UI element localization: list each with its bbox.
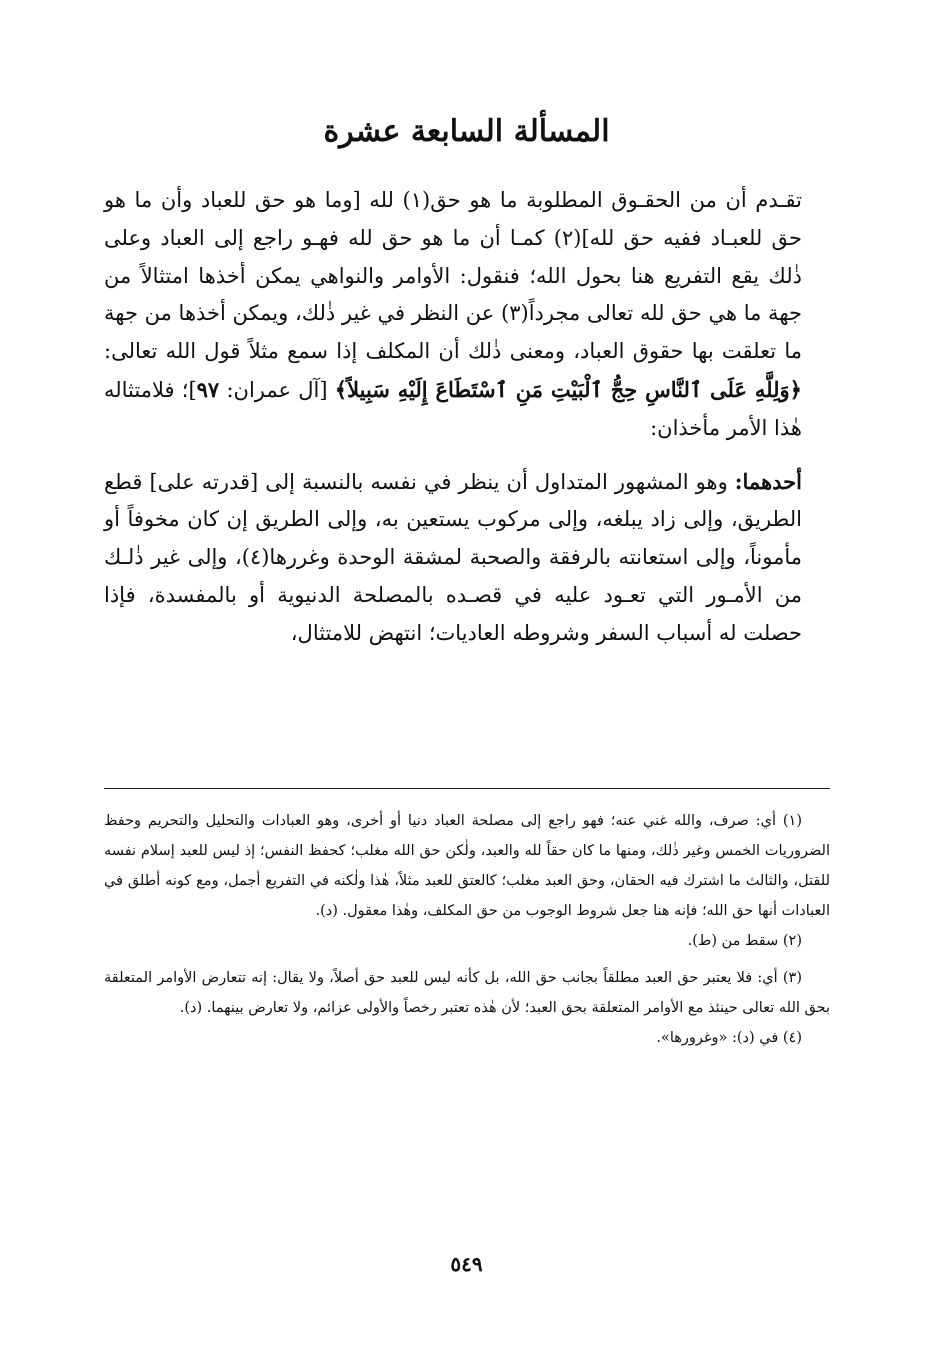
- footnote-1: (١) أي: صرف، والله غني عنه؛ فهو راجع إلى مصلحة العباد دنيا أو أخرى، وهو العبادات والتحليل والتحريم وحفظ الضروريات الخمس وغير ذٰلك، ومنها ما كان حقاً لله والعبد، ولٰكن حق الله مغلب؛ كحفظ النفس؛ إذ ليس للعبد إسلام نفسه للقتل، والثالث ما اشترك فيه الحقان، وحق العبد مغلب؛ كالعتق للعبد مثلاً، هٰذا ولٰكنه في التفريع أجمل، ومع كونه أطلق في العبادات أنها حق الله؛ فإنه هنا جعل شروط الوجوب من حق المكلف، وهٰذا معقول. (د).: [104, 813, 830, 919]
- footnote-divider: [104, 788, 830, 789]
- footnote-4: (٤) في (د): «وغرورها».: [656, 1030, 802, 1046]
- paragraph-1: [104, 182, 830, 448]
- page-title: المسألة السابعة عشرة: [323, 114, 610, 149]
- footnotes: [104, 806, 830, 1053]
- footnote-3: (٣) أي: فلا يعتبر حق العبد مطلقاً بجانب حق الله، بل كأنه ليس للعبد حق أصلاً، ولا يقال: إنه تتعارض الأوامر المتعلقة بحق الله تعالى حينئذ مع الأوامر المتعلقة بحق العبد؛ لأن هٰذه تعتبر رخصاً والأولى عزائم، ولا تعارض بينهما. (د).: [104, 970, 830, 1016]
- quran-verse: ﴿وَلِلَّهِ عَلَى ٱلنَّاسِ حِجُّ ٱلْبَيْتِ مَنِ ٱسْتَطَاعَ إِلَيْهِ سَبِيلاً﴾: [334, 376, 802, 402]
- main-text: [104, 182, 830, 653]
- page-number: ٥٤٩: [450, 1252, 483, 1276]
- verse-reference-number: ٩٧: [196, 376, 220, 402]
- paragraph-2-lead: أحدهما:: [734, 468, 802, 494]
- paragraph-2-text: وهو المشهور المتداول أن ينظر في نفسه بالنسبة إلى [قدرته على] قطع الطريق، وإلى زاد يبلغه، وإلى مركوب يستعين به، وإلى الطريق إن كان مخوفاً أو مأموناً، وإلى استعانته بالرفقة والصحبة لمشقة الوحدة وغررها(٤)، وإلى غير ذٰلـك من الأمـور التي تعـود عليه في قصـده بالمصلحة الدنيوية أو بالمفسدة، فإذا حصلت له أسباب السفر وشروطه العاديات؛ انتهض للامتثال،: [104, 469, 802, 645]
- verse-reference-close: ]؛ فلامتثاله هٰذا الأمر مأخذان:: [104, 377, 802, 440]
- verse-reference-open: [آل عمران:: [226, 377, 328, 402]
- paragraph-1-text: تقـدم أن من الحقـوق المطلوبة ما هو حق(١) لله [وما هو حق للعباد وأن ما هو حق للعبـاد ففيه حق لله](٢) كمـا أن ما هو حق لله فهـو راجع إلى العباد وعلى ذٰلك يقع التفريع هنا بحول الله؛ فنقول: الأوامر والنواهي يمكن أخذها امتثالاً من جهة ما هي حق لله تعالى مجرداً(٣) عن النظر في غير ذٰلك، ويمكن أخذها من جهة ما تعلقت بها حقوق العباد، ومعنى ذٰلك أن المكلف إذا سمع مثلاً قول الله تعالى:: [104, 188, 802, 364]
- paragraph-2: [104, 463, 830, 653]
- footnote-2: (٢) سقط من (ط).: [687, 933, 802, 949]
